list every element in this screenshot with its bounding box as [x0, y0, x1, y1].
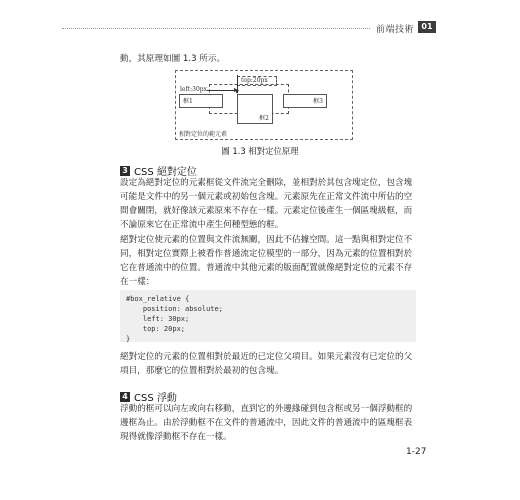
left-offset-label: left:30px	[180, 86, 207, 93]
paragraph: 浮動的框可以向左或向右移動，直到它的外邊緣碰到包含框或另一個浮動框的邊框為止。由於浮動框不在文件的普通流中，因此文件的普通流中的區塊框表現得就像浮動框不存在一樣。	[120, 404, 413, 442]
box-1: 框1	[179, 94, 223, 108]
section-heading-4	[120, 386, 177, 404]
containing-element-label: 相對定位的範元素	[179, 131, 228, 138]
intro-text: 動，其原理如圖 1.3 所示。	[120, 54, 226, 64]
section-number: 4	[120, 392, 130, 402]
section-title: CSS 浮動	[134, 393, 177, 404]
paragraph: 絕對定位使元素的位置與文件流無關，因此不佔據空間。這一點與相對定位不同，相對定位實際上被看作普通流定位模型的一部分，因為元素的位置相對於它在普通流中的位置。普通流中其他元素的版面配置就像絕對定位的元素不存在一樣：	[120, 235, 413, 287]
figure-caption: 圖 1.3 相對定位原理	[221, 146, 299, 156]
top-offset-label: top:20px	[241, 77, 268, 84]
code-block	[120, 290, 416, 342]
chapter-number-badge: 01	[418, 21, 436, 33]
header-dotted-rule	[62, 28, 370, 29]
code-line: #box_relative {	[126, 295, 190, 303]
page-number: 1-27	[406, 447, 427, 457]
paragraph: 設定為絕對定位的元素框從文件流完全刪除，並相對於其包含塊定位，包含塊可能是文件中的另一個元素或初始包含塊。元素原先在正常文件流中所佔的空間會關閉，就好像該元素原來不存在一樣。元素定位後產生一個區塊級框，而不論原來它在正常流中產生何種型態的框。	[120, 178, 413, 230]
relative-positioning-figure	[175, 70, 355, 142]
left-offset-arrow-icon	[207, 90, 237, 91]
paragraph: 絕對定位的元素的位置相對於最近的已定位父項目。如果元素沒有已定位的父項目，那麼它的位置相對於最初的包含塊。	[120, 352, 413, 376]
chapter-title: 前端技術	[376, 25, 415, 35]
box-2: 框2	[237, 94, 273, 124]
section-title: CSS 絕對定位	[134, 167, 197, 178]
section-heading-3	[120, 160, 197, 178]
top-offset-arrow-icon	[237, 75, 238, 93]
code-line: top: 20px;	[126, 325, 186, 333]
section-number: 3	[120, 166, 130, 176]
code-line: }	[126, 335, 131, 343]
box-3: 框3	[283, 94, 327, 108]
code-line: position: absolute;	[126, 305, 223, 313]
code-line: left: 30px;	[126, 315, 190, 323]
